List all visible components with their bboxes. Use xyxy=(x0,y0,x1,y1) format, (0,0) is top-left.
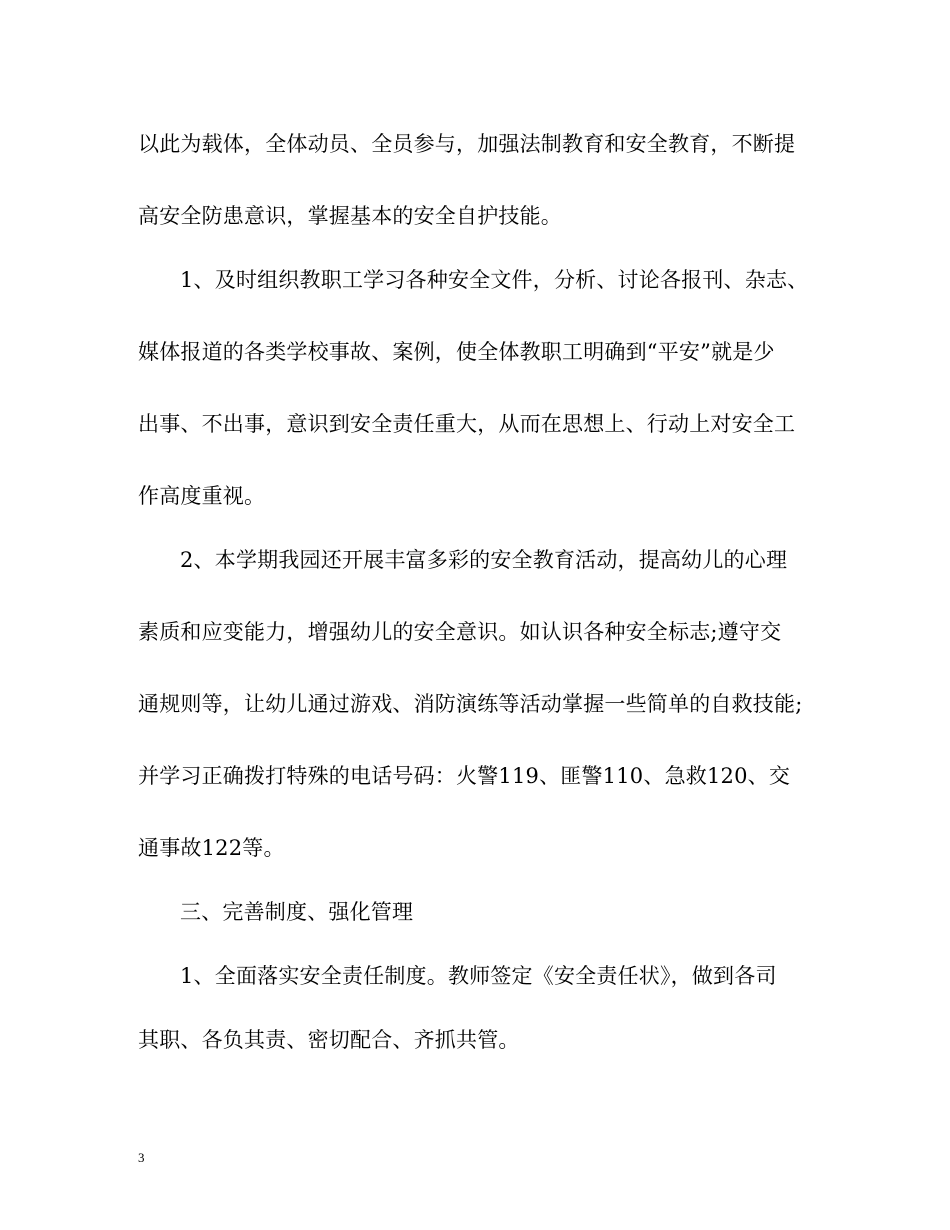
paragraph-line: 作高度重视。 xyxy=(138,484,266,508)
paragraph-line: 通规则等，让幼儿通过游戏、消防演练等活动掌握一些简单的自救技能; xyxy=(138,692,803,716)
paragraph-line: 1、全面落实安全责任制度。教师签定《安全责任状》，做到各司 xyxy=(180,964,777,988)
paragraph-line: 素质和应变能力，增强幼儿的安全意识。如认识各种安全标志;遵守交 xyxy=(138,620,782,644)
paragraph-line: 媒体报道的各类学校事故、案例，使全体教职工明确到“平安”就是少 xyxy=(138,340,775,364)
paragraph-line: 并学习正确拨打特殊的电话号码：火警119、匪警110、急救120、交 xyxy=(138,764,791,788)
paragraph-line: 通事故122等。 xyxy=(138,836,285,860)
paragraph-line: 以此为载体，全体动员、全员参与，加强法制教育和安全教育，不断提 xyxy=(138,132,796,156)
paragraph-line: 2、本学期我园还开展丰富多彩的安全教育活动，提高幼儿的心理 xyxy=(180,548,788,572)
paragraph-line: 出事、不出事，意识到安全责任重大，从而在思想上、行动上对安全工 xyxy=(138,412,796,436)
section-heading: 三、完善制度、强化管理 xyxy=(180,900,414,924)
paragraph-line: 1、及时组织教职工学习各种安全文件，分析、讨论各报刊、杂志、 xyxy=(180,268,809,292)
paragraph-line: 其职、各负其责、密切配合、齐抓共管。 xyxy=(138,1028,520,1052)
paragraph-line: 高安全防患意识，掌握基本的安全自护技能。 xyxy=(138,204,562,228)
page-number: 3 xyxy=(138,1150,145,1165)
